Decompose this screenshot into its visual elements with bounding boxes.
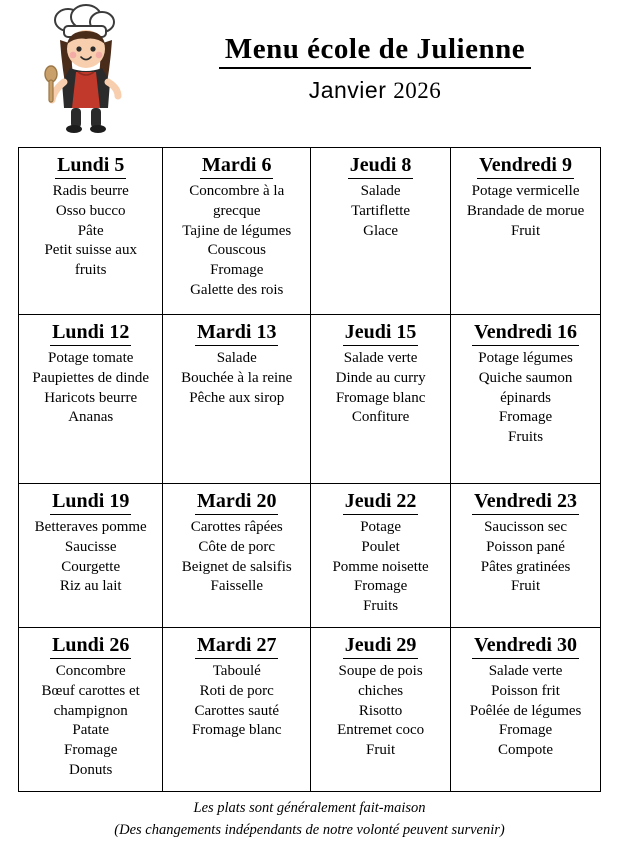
day-heading: Jeudi 8 xyxy=(348,154,414,179)
dish-list xyxy=(167,182,306,301)
day-heading: Lundi 19 xyxy=(50,490,131,515)
dish-item: champignon xyxy=(53,702,128,719)
dish-item: Poisson frit xyxy=(491,682,560,699)
footer-note xyxy=(0,798,619,842)
menu-table xyxy=(18,147,601,792)
dish-item: Radis beurre xyxy=(52,183,129,199)
dish-item: Fromage xyxy=(498,409,553,426)
day-heading: Jeudi 15 xyxy=(343,321,419,346)
dish-item: chiches xyxy=(358,682,404,699)
dish-list xyxy=(23,349,158,428)
dish-item: Fromage blanc xyxy=(335,389,426,406)
dish-item: Taboulé xyxy=(212,662,261,679)
dish-item: Fruit xyxy=(510,222,541,239)
chef-girl-illustration xyxy=(26,4,146,134)
dish-item: Quiche saumon xyxy=(478,369,573,386)
dish-item: Courgette xyxy=(61,558,121,575)
dish-item: Faisselle xyxy=(210,578,263,595)
menu-cell xyxy=(311,315,451,484)
dish-item: Fromage xyxy=(64,742,118,759)
dish-item: grecque xyxy=(213,202,261,219)
dish-item: Fruit xyxy=(366,742,396,759)
table-row xyxy=(19,484,601,628)
day-heading: Vendredi 16 xyxy=(472,321,579,346)
dish-item: Poêlée de légumes xyxy=(469,702,582,719)
dish-list xyxy=(167,349,306,408)
dish-item: Roti de porc xyxy=(199,682,274,699)
dish-item: Potage vermicelle xyxy=(471,183,580,199)
dish-item: Pâte xyxy=(77,222,104,239)
dish-item: Bouchée à la reine xyxy=(181,369,293,386)
dish-item: Carottes sauté xyxy=(194,702,280,719)
day-heading: Mardi 6 xyxy=(200,154,273,179)
dish-item: Couscous xyxy=(207,242,266,259)
day-heading: Lundi 5 xyxy=(55,154,126,179)
table-row xyxy=(19,148,601,315)
footer-line-1: Les plats sont généralement fait-maison xyxy=(193,800,426,816)
day-heading: Jeudi 29 xyxy=(343,634,419,659)
dish-list xyxy=(455,662,596,761)
dish-item: Potage xyxy=(360,519,402,535)
menu-cell xyxy=(311,148,451,315)
menu-cell xyxy=(451,627,601,791)
day-heading: Vendredi 30 xyxy=(472,634,579,659)
dish-item: Fruits xyxy=(363,598,399,615)
dish-item: Salade verte xyxy=(343,350,418,366)
dish-item: Fromage xyxy=(498,722,553,739)
dish-item: Pêche aux sirop xyxy=(189,389,285,406)
dish-item: Poisson pané xyxy=(486,538,565,555)
dish-item: Paupiettes de dinde xyxy=(32,369,150,386)
dish-item: Carottes râpées xyxy=(190,519,283,535)
day-heading: Mardi 20 xyxy=(195,490,278,515)
day-heading: Jeudi 22 xyxy=(343,490,419,515)
dish-list xyxy=(455,518,596,597)
dish-item: Salade verte xyxy=(488,662,563,679)
dish-item: Potage tomate xyxy=(48,350,134,366)
menu-cell xyxy=(163,484,311,628)
footer-line-2: (Des changements indépendants de notre volonté peuvent survenir) xyxy=(114,821,505,838)
dish-item: Fromage xyxy=(353,578,408,595)
dish-list xyxy=(455,182,596,241)
dish-item: Riz au lait xyxy=(59,578,122,595)
dish-item: Poulet xyxy=(361,538,400,555)
year-label: 2026 xyxy=(393,77,442,103)
dish-list xyxy=(315,182,446,241)
day-heading: Mardi 27 xyxy=(195,634,278,659)
dish-list xyxy=(23,182,158,281)
dish-item: Confiture xyxy=(351,409,410,426)
dish-item: Galette des rois xyxy=(190,281,284,298)
dish-item: Concombre à la xyxy=(189,183,285,199)
dish-item: fruits xyxy=(74,262,107,279)
dish-item: Fruit xyxy=(510,578,541,595)
dish-item: Compote xyxy=(498,742,554,759)
dish-list xyxy=(23,518,158,597)
menu-cell xyxy=(163,627,311,791)
day-heading: Mardi 13 xyxy=(195,321,278,346)
menu-cell xyxy=(163,148,311,315)
menu-cell xyxy=(19,484,163,628)
dish-item: Salade xyxy=(360,183,401,199)
menu-cell xyxy=(311,484,451,628)
dish-item: Soupe de pois xyxy=(338,662,423,679)
dish-item: Glace xyxy=(363,222,399,239)
dish-item: Pâtes gratinées xyxy=(480,558,571,575)
dish-item: Saucisson sec xyxy=(484,519,567,535)
dish-item: Concombre xyxy=(55,662,126,679)
page-subtitle xyxy=(150,77,600,104)
dish-item: Salade xyxy=(216,350,257,366)
dish-item: Fruits xyxy=(508,429,544,446)
dish-item: Tartiflette xyxy=(351,202,411,219)
dish-item: Betteraves pomme xyxy=(34,519,147,535)
menu-cell xyxy=(163,315,311,484)
month-label: Janvier xyxy=(308,76,387,103)
day-heading: Lundi 12 xyxy=(50,321,131,346)
dish-list xyxy=(315,518,446,617)
menu-cell xyxy=(311,627,451,791)
dish-item: Pomme noisette xyxy=(332,558,429,575)
dish-item: Entremet coco xyxy=(337,722,425,739)
menu-cell xyxy=(19,627,163,791)
dish-item: Bœuf carottes et xyxy=(41,682,140,699)
menu-cell xyxy=(19,315,163,484)
title-block xyxy=(150,34,600,104)
menu-cell xyxy=(451,484,601,628)
page-header xyxy=(0,0,619,136)
dish-item: Saucisse xyxy=(64,538,117,555)
page-title: Menu école de Julienne xyxy=(219,34,531,69)
table-row xyxy=(19,315,601,484)
table-row xyxy=(19,627,601,791)
day-heading: Vendredi 23 xyxy=(472,490,579,515)
dish-item: Fromage blanc xyxy=(191,722,282,739)
dish-item: Beignet de salsifis xyxy=(181,558,292,575)
menu-cell xyxy=(19,148,163,315)
dish-list xyxy=(315,662,446,761)
dish-item: Dinde au curry xyxy=(335,369,426,386)
dish-item: Haricots beurre xyxy=(44,389,138,406)
menu-cell xyxy=(451,148,601,315)
dish-item: Côte de porc xyxy=(198,538,276,555)
dish-item: Petit suisse aux xyxy=(44,242,137,259)
dish-item: Potage légumes xyxy=(478,350,573,366)
dish-item: Patate xyxy=(72,722,110,739)
menu-cell xyxy=(451,315,601,484)
dish-item: Fromage xyxy=(210,262,264,279)
dish-list xyxy=(167,662,306,741)
dish-item: épinards xyxy=(500,389,551,406)
day-heading: Lundi 26 xyxy=(50,634,131,659)
day-heading: Vendredi 9 xyxy=(477,154,574,179)
dish-item: Tajine de légumes xyxy=(182,222,292,239)
dish-list xyxy=(455,349,596,448)
dish-list xyxy=(315,349,446,428)
dish-item: Risotto xyxy=(358,702,403,719)
dish-list xyxy=(167,518,306,597)
dish-item: Ananas xyxy=(68,409,114,426)
dish-list xyxy=(23,662,158,781)
dish-item: Donuts xyxy=(69,761,113,778)
dish-item: Brandade de morue xyxy=(466,202,585,219)
dish-item: Osso bucco xyxy=(55,202,126,219)
